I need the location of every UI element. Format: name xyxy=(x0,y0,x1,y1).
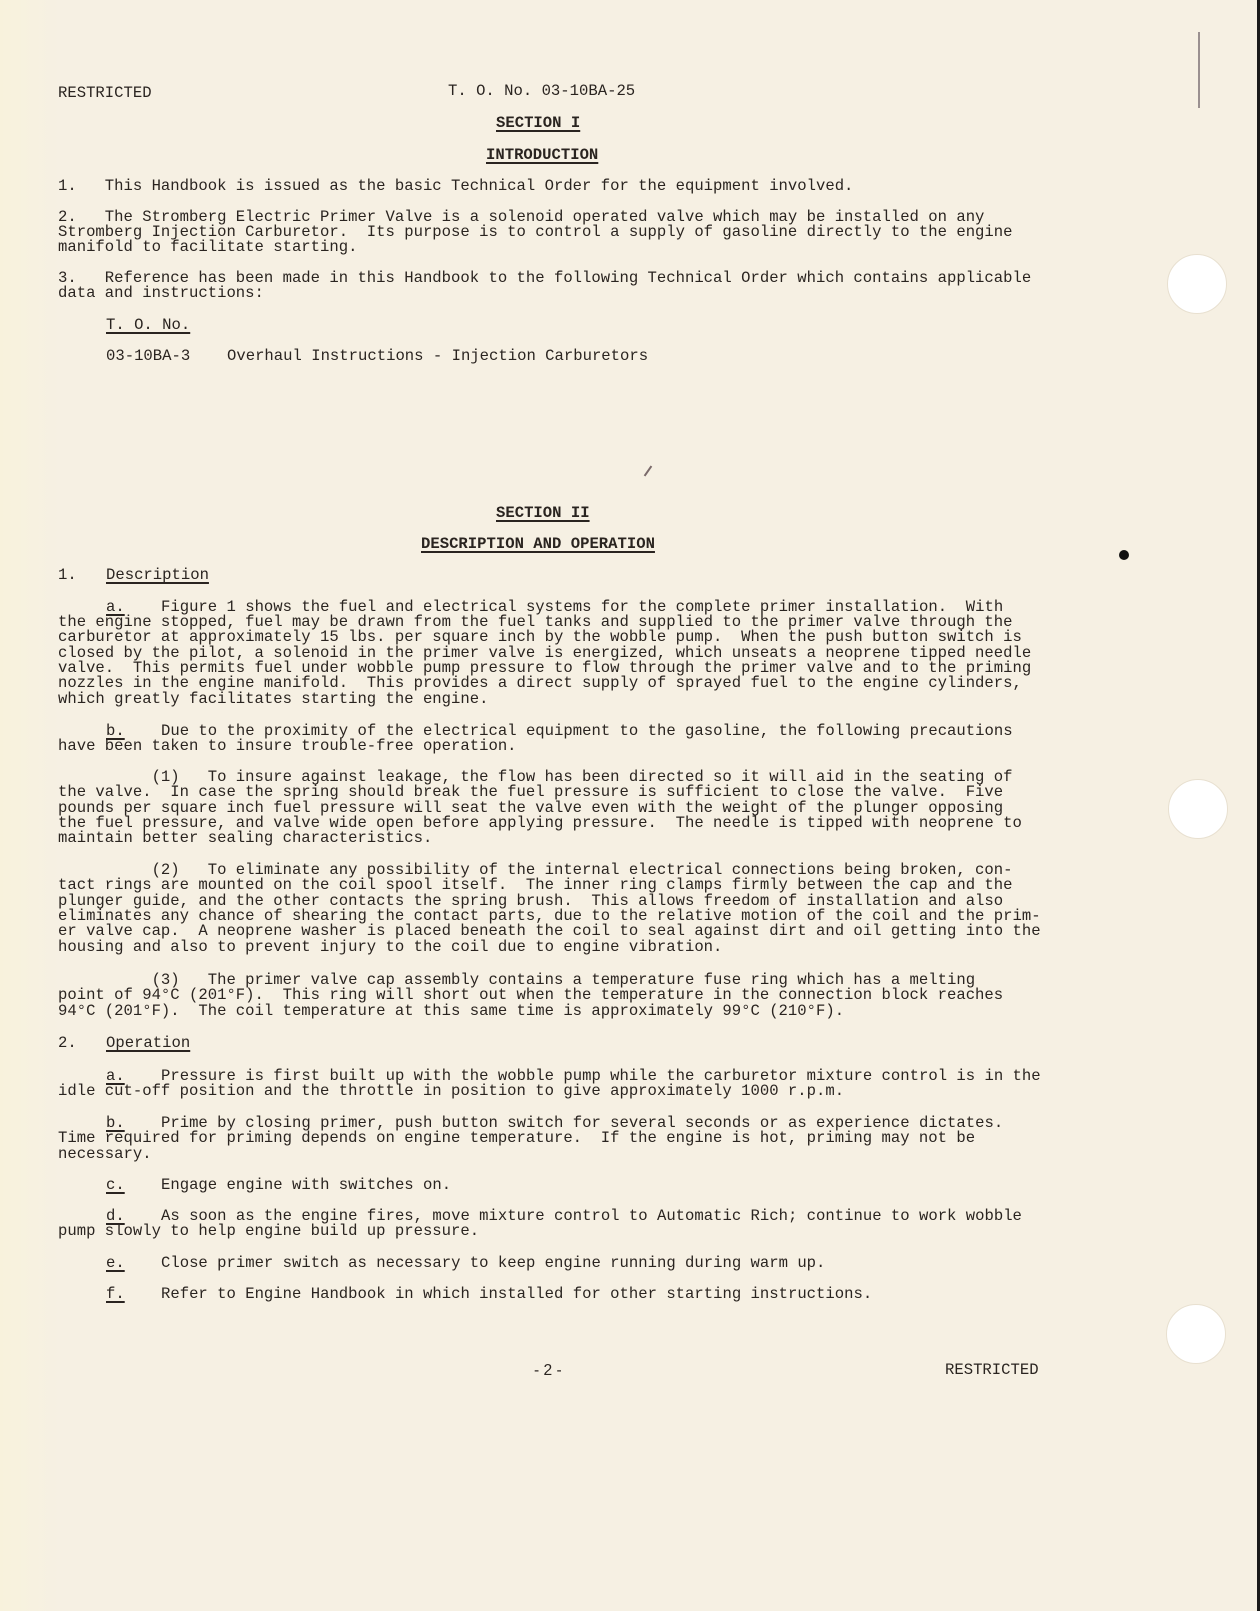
operation-d-line2: pump slowly to help engine build up pressure. xyxy=(58,1222,480,1240)
paragraph-b-line1: Due to the proximity of the electrical equipment to the gasoline, the following precautions xyxy=(161,722,1013,740)
operation-d-line1: As soon as the engine fires, move mixture control to Automatic Rich; continue to work wobble xyxy=(161,1207,1022,1225)
operation-c-text: Engage engine with switches on. xyxy=(161,1176,452,1194)
binder-hole-middle xyxy=(1168,779,1228,839)
operation-b-line1: Prime by closing primer, push button switch for several seconds or as experience dictates. xyxy=(161,1114,1004,1132)
operation-c-letter: c. xyxy=(106,1176,125,1194)
operation-heading: Operation xyxy=(106,1034,191,1052)
operation-a-letter: a. xyxy=(106,1067,125,1085)
paragraph-a-line5: valve. This permits fuel under wobble pump pressure to flow through the primer valve and to the priming xyxy=(58,659,1032,677)
operation-e-text: Close primer switch as necessary to keep engine running during warm up. xyxy=(161,1254,826,1272)
subparagraph-2-line4: eliminates any chance of shearing the contact parts, due to the relative motion of the coil and the prim- xyxy=(58,907,1041,925)
page-number: - 2 - xyxy=(534,1362,562,1379)
paragraph-b-line2: have been taken to insure trouble-free operation. xyxy=(58,737,517,755)
subparagraph-2-line1: (2) To eliminate any possibility of the internal electrical connections being broken, con- xyxy=(58,861,1013,879)
paragraph-a-line6: nozzles in the engine manifold. This provides a direct supply of sprayed fuel to the engine cylinders, xyxy=(58,674,1022,692)
operation-a-line1: Pressure is first built up with the wobble pump while the carburetor mixture control is in the xyxy=(161,1067,1041,1085)
paragraph-a-line4: closed by the pilot, a solenoid in the primer valve is energized, which unseats a neoprene tipped needle xyxy=(58,644,1032,662)
reference-title: Overhaul Instructions - Injection Carburetors xyxy=(227,347,649,365)
description-heading: Description xyxy=(106,566,209,584)
operation-number: 2. xyxy=(58,1034,77,1052)
section2-subtitle: DESCRIPTION AND OPERATION xyxy=(421,535,655,553)
section1-paragraph-3-line2: data and instructions: xyxy=(58,284,264,302)
paragraph-a-letter: a. xyxy=(106,598,125,616)
subparagraph-3-line2: point of 94°C (201°F). This ring will short out when the temperature in the connection block reaches xyxy=(58,986,1004,1004)
operation-f-letter: f. xyxy=(106,1285,125,1303)
section2-title: SECTION II xyxy=(496,504,590,522)
footer-classification: RESTRICTED xyxy=(945,1361,1039,1379)
binder-hole-top xyxy=(1167,254,1227,314)
stray-mark xyxy=(644,466,653,477)
operation-b-line2: Time required for priming depends on engine temperature. If the engine is hot, priming may not be xyxy=(58,1129,976,1147)
subparagraph-1-line4: the fuel pressure, and valve wide open before applying pressure. The needle is tipped with neoprene to xyxy=(58,814,1022,832)
section1-paragraph-1: 1. This Handbook is issued as the basic Technical Order for the equipment involved. xyxy=(58,177,854,195)
paragraph-a-line3: carburetor at approximately 15 lbs. per square inch by the wobble pump. When the push button switch is xyxy=(58,628,1022,646)
operation-e-letter: e. xyxy=(106,1254,125,1272)
operation-f-text: Refer to Engine Handbook in which installed for other starting instructions. xyxy=(161,1285,873,1303)
paragraph-b-letter: b. xyxy=(106,722,125,740)
subparagraph-2-line3: plunger guide, and the other contacts the spring brush. This allows freedom of installation and also xyxy=(58,892,1004,910)
section1-title: SECTION I xyxy=(496,114,581,132)
operation-b-line3: necessary. xyxy=(58,1145,152,1163)
subparagraph-3-line1: (3) The primer valve cap assembly contains a temperature fuse ring which has a melting xyxy=(58,971,976,989)
section1-subtitle: INTRODUCTION xyxy=(486,146,599,164)
binder-hole-bottom xyxy=(1166,1304,1226,1364)
description-number: 1. xyxy=(58,566,77,584)
section1-paragraph-2-line2: Stromberg Injection Carburetor. Its purpose is to control a supply of gasoline directly to the engine xyxy=(58,223,1013,241)
operation-a-line2: idle cut-off position and the throttle in position to give approximately 1000 r.p.m. xyxy=(58,1082,845,1100)
subparagraph-2-line6: housing and also to prevent injury to the coil due to engine vibration. xyxy=(58,938,723,956)
subparagraph-1-line2: the valve. In case the spring should break the fuel pressure is sufficient to close the valve. Five xyxy=(58,783,1004,801)
subparagraph-2-line5: er valve cap. A neoprene washer is placed beneath the coil to seal against dirt and oil getting into the xyxy=(58,922,1041,940)
paragraph-a-line1: Figure 1 shows the fuel and electrical systems for the complete primer installation. With xyxy=(161,598,1004,616)
operation-d-letter: d. xyxy=(106,1207,125,1225)
reference-number: 03-10BA-3 xyxy=(106,347,191,365)
subparagraph-1-line1: (1) To insure against leakage, the flow has been directed so it will aid in the seating of xyxy=(58,768,1013,786)
header-classification: RESTRICTED xyxy=(58,84,152,102)
subparagraph-2-line2: tact rings are mounted on the coil spool itself. The inner ring clamps firmly between the cap and the xyxy=(58,876,1013,894)
subparagraph-1-line5: maintain better sealing characteristics. xyxy=(58,829,433,847)
section1-paragraph-2-line1: 2. The Stromberg Electric Primer Valve is a solenoid operated valve which may be installed on any xyxy=(58,208,985,226)
section1-paragraph-3-line1: 3. Reference has been made in this Handbook to the following Technical Order which contains applicable xyxy=(58,269,1032,287)
subparagraph-1-line3: pounds per square inch fuel pressure will seat the valve even with the weight of the plunger opposing xyxy=(58,799,1004,817)
margin-mark xyxy=(1198,32,1200,108)
ink-dot xyxy=(1119,550,1129,560)
reference-table-header: T. O. No. xyxy=(106,316,191,334)
header-to-number: T. O. No. 03-10BA-25 xyxy=(448,82,636,100)
section1-paragraph-2-line3: manifold to facilitate starting. xyxy=(58,238,358,256)
paragraph-a-line2: the engine stopped, fuel may be drawn from the fuel tanks and supplied to the primer valve through the xyxy=(58,613,1013,631)
paragraph-a-line7: which greatly facilitates starting the engine. xyxy=(58,690,489,708)
subparagraph-3-line3: 94°C (201°F). The coil temperature at this same time is approximately 99°C (210°F). xyxy=(58,1002,845,1020)
operation-b-letter: b. xyxy=(106,1114,125,1132)
